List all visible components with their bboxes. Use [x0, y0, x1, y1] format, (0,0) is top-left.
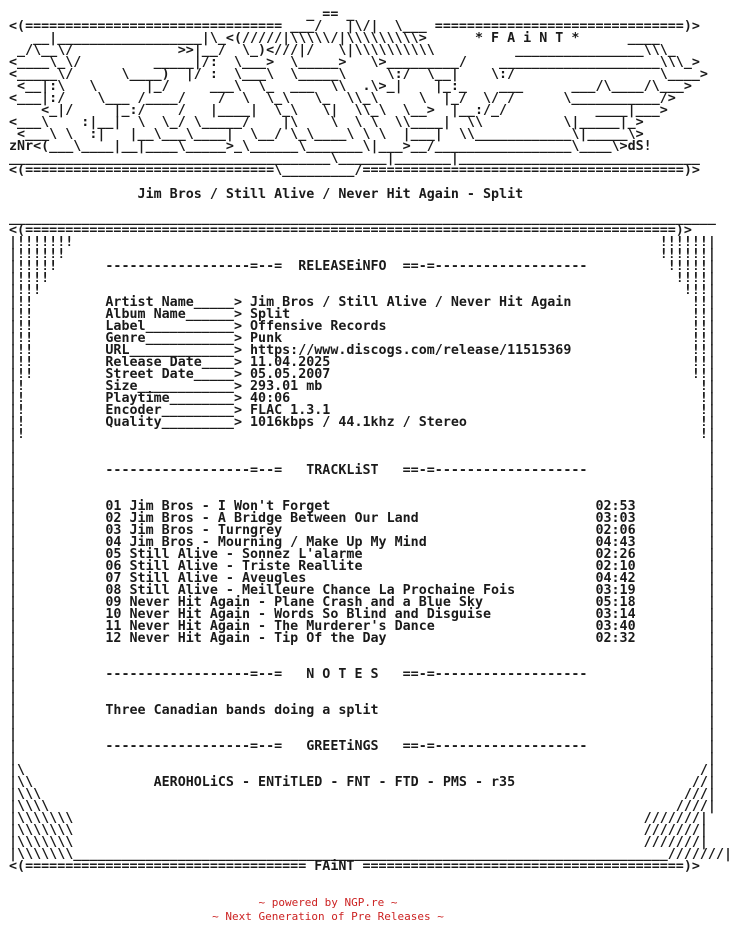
- nfo-line: |! Quality_________> 1016kbps / 44.1khz / Stereo !|: [9, 415, 716, 430]
- nfo-line: |! Size____________> 293.01 mb !|: [9, 379, 716, 394]
- nfo-line: | 01 Jim Bros - I Won't Forget 02:53 |: [9, 499, 716, 514]
- nfo-line: | 12 Never Hit Again - Tip Of the Day 02:32 |: [9, 631, 716, 646]
- nfo-line: <____\_\/ _____|/: \___> \_____> \>_________/ ____________________\\\_>: [9, 55, 700, 70]
- nfo-line: | |: [9, 751, 716, 766]
- footer: [0, 896, 656, 924]
- nfo-line: |! Playtime________> 40:06 !|: [9, 391, 716, 406]
- nfo-line: | |: [9, 691, 716, 706]
- nfo-line: | |: [9, 475, 716, 490]
- nfo-line: | |: [9, 727, 716, 742]
- nfo-line: |\\ AEROHOLiCS - ENTiTLED - FNT - FTD - PMS - r35 //|: [9, 775, 716, 790]
- nfo-line: |!!! !!!|: [9, 283, 716, 298]
- nfo-line: | ------------------=--= N O T E S ==-=------------------- |: [9, 667, 716, 682]
- nfo-line: | |: [9, 451, 716, 466]
- nfo-line: <___|:/ \___ /____/ / \ \_\ \_ \\_\ \ |_/ \/ / \___________/>: [9, 91, 676, 106]
- nfo-line: |!! Label___________> Offensive Records !!|: [9, 319, 716, 334]
- nfo-line: |\\\\\\\__________________________________________________________________________///////|: [9, 847, 732, 862]
- nfo-line: |\\\\ ////|: [9, 799, 716, 814]
- nfo-line: | 04 Jim Bros - Mourning / Make Up My Mind 04:43 |: [9, 535, 716, 550]
- nfo-line: | |: [9, 643, 716, 658]
- nfo-line: <___\ :|__| \ \_/ \_____/ |\ \ \ \ \\____| \\ \|_____|_>: [9, 115, 644, 130]
- nfo-line: |! Encoder_________> FLAC 1.3.1 !|: [9, 403, 716, 418]
- tagline-text: ~ Next Generation of Pre Releases ~: [212, 910, 444, 923]
- powered-by-text: ~ powered by NGP.re ~: [258, 896, 398, 909]
- nfo-line: |\ /|: [9, 763, 716, 778]
- nfo-line: | 05 Still Alive - Sonnez L'alarme 02:26 |: [9, 547, 716, 562]
- nfo-line: |!! Artist Name_____> Jim Bros / Still Alive / Never Hit Again !!|: [9, 295, 716, 310]
- nfo-line: |! !|: [9, 427, 716, 442]
- nfo-line: | 09 Never Hit Again - Plane Crash and a Blue Sky 05:18 |: [9, 595, 716, 610]
- nfo-line: |\\\\\\\ ///////|: [9, 811, 708, 826]
- nfo-line: | ------------------=--= TRACKLiST ==-=------------------- |: [9, 463, 716, 478]
- nfo-line: <__|:\ \ |_/ ___\ \_ ___ \\ .\>_| |_:_ ___ ___/\____/\___>: [9, 79, 692, 94]
- nfo-line: | Three Canadian bands doing a split |: [9, 703, 716, 718]
- nfo-line: ________________________________________________________________________________________: [9, 211, 716, 226]
- nfo-line: |!! Album Name______> Split !!|: [9, 307, 716, 322]
- nfo-line: ________________________________________\______|_______|______________________________: [9, 151, 700, 166]
- nfo-line: |!! URL_____________> https://www.discogs.com/release/11515369 !!|: [9, 343, 716, 358]
- nfo-line: | 03 Jim Bros - Turngrey 02:06 |: [9, 523, 716, 538]
- nfo-line: | |: [9, 487, 716, 502]
- nfo-line: _ == _: [9, 7, 355, 22]
- nfo-line: | |: [9, 655, 716, 670]
- nfo-line: | 06 Still Alive - Triste Reallite 02:10 |: [9, 559, 716, 574]
- nfo-line: <___\ \ :| |__\___\____| \__/ \_\____\ \ \ |___| \\____________\|_____\>: [9, 127, 644, 142]
- nfo-line: <(=================================== FAiNT ========================================)>: [9, 859, 700, 874]
- nfo-line: | 11 Never Hit Again - The Murderer's Dance 03:40 |: [9, 619, 716, 634]
- nfo-line: |!! Release Date____> 11.04.2025 !!|: [9, 355, 716, 370]
- nfo-line: <_|/ |_:/ / |____| \_\ \| \\_\ \__> |__:/_/ ____|___>: [9, 103, 668, 118]
- nfo-line: |!! Genre___________> Punk !!|: [9, 331, 716, 346]
- nfo-line: |!!!!!! !!!!!!|: [9, 247, 716, 262]
- nfo-line: <(================================ ___/ |\/| \___ ===============================)>: [9, 19, 700, 34]
- nfo-line: | |: [9, 439, 716, 454]
- nfo-line: |!!!! !!!!|: [9, 271, 716, 286]
- nfo-text: [9, 9, 732, 873]
- nfo-line: |!!!!! ------------------=--= RELEASEiNFO ==-=------------------- !!!!!|: [9, 259, 716, 274]
- nfo-line: |!!!!!!! !!!!!!|: [9, 235, 716, 250]
- nfo-line: <(=================================================================================)>: [9, 223, 692, 238]
- nfo-line: _/\__\/ >>|__/ \_)<///|/ \|\\\\\\\\\\ ________________\\\_: [9, 43, 676, 58]
- nfo-line: |\\\ ///|: [9, 787, 716, 802]
- nfo-line: | |: [9, 715, 716, 730]
- nfo-line: | 08 Still Alive - Meilleure Chance La Prochaine Fois 03:19 |: [9, 583, 716, 598]
- nfo-line: |!! Street Date_____> 05.05.2007 !!|: [9, 367, 716, 382]
- nfo-line: zNr<(___\____|__|____\_____>_\______\_______\|___>__/_________________\____\>dS!: [9, 139, 652, 154]
- nfo-line: <_____\/ \____) |/ : \___\ \_____\ \:/ \__| \:/ \____>: [9, 67, 708, 82]
- nfo-line: <(===============================\_________/========================================)>: [9, 163, 700, 178]
- nfo-line: |\\\\\\\ ///////|: [9, 835, 708, 850]
- nfo-line: | 02 Jim Bros - A Bridge Between Our Land 03:03 |: [9, 511, 716, 526]
- nfo-line: | ------------------=--= GREETiNGS ==-=------------------- |: [9, 739, 716, 754]
- nfo-line: Jim Bros / Still Alive / Never Hit Again - Split: [9, 187, 524, 202]
- nfo-line: __|__________________|\_<(/////|\\\\\/|\\\\\\\\\> * F A i N T * ____: [9, 31, 660, 46]
- nfo-line: |\\\\\\\ ///////|: [9, 823, 708, 838]
- nfo-line: | |: [9, 679, 716, 694]
- nfo-line: | 10 Never Hit Again - Words So Blind and Disguise 03:14 |: [9, 607, 716, 622]
- nfo-line: | 07 Still Alive - Aveugles 04:42 |: [9, 571, 716, 586]
